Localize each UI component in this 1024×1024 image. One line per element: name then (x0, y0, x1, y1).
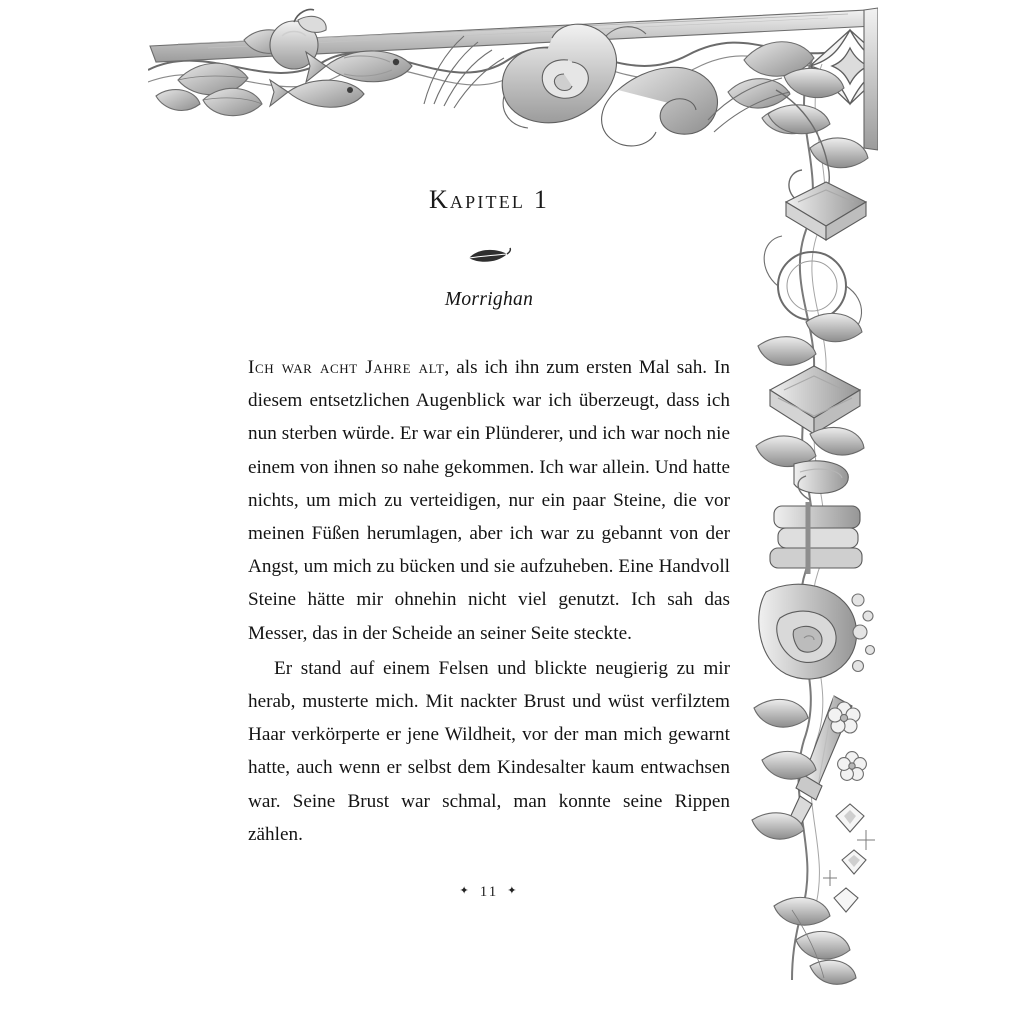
opening-smallcaps: Ich war acht Jahre alt (248, 357, 445, 378)
right-border-illustration (748, 60, 888, 990)
folio-left-ornament-icon: ✦ (459, 885, 471, 897)
leaf-divider-ornament (248, 245, 730, 267)
top-border-illustration (148, 0, 878, 175)
paragraph-1-rest: , als ich ihn zum ersten Mal sah. In diesem entsetzlichen Augenblick war ich überzeugt, dass ich nun sterben würde. Er war ein Plünderer, und ich war noch nie einem von ihnen so nahe gekommen. Ich war allein. Und hatte nichts, um mich zu verteidigen, nur ein paar Steine, die vor meinen Füßen herumlagen, aber ich war zu gebannt von der Angst, um mich zu bücken und sie aufzuheben. Eine Handvoll Steine hätte mir ohnehin nicht viel genutzt. Ich sah das Messer, das in der Scheide an seiner Seite steckte. (248, 357, 731, 644)
body-text (248, 351, 730, 851)
page-folio (248, 884, 730, 901)
page-content (248, 185, 730, 851)
paragraph-2: Er stand auf einem Felsen und blickte neugierig zu mir herab, musterte mich. Mit nackter Brust und wüst verfilztem Haar verkörperte er jene Wildheit, vor der man mich gewarnt hatte, auch wenn er selbst dem Kindesalter kaum entwachsen war. Seine Brust war schmal, man konnte seine Rippen zählen. (248, 657, 730, 845)
chapter-title: Kapitel 1 (428, 185, 550, 214)
paragraph-1 (248, 351, 730, 650)
page-number: 11 (479, 884, 499, 900)
folio-right-ornament-icon: ✦ (507, 885, 519, 897)
section-subtitle: Morrighan (444, 289, 534, 310)
